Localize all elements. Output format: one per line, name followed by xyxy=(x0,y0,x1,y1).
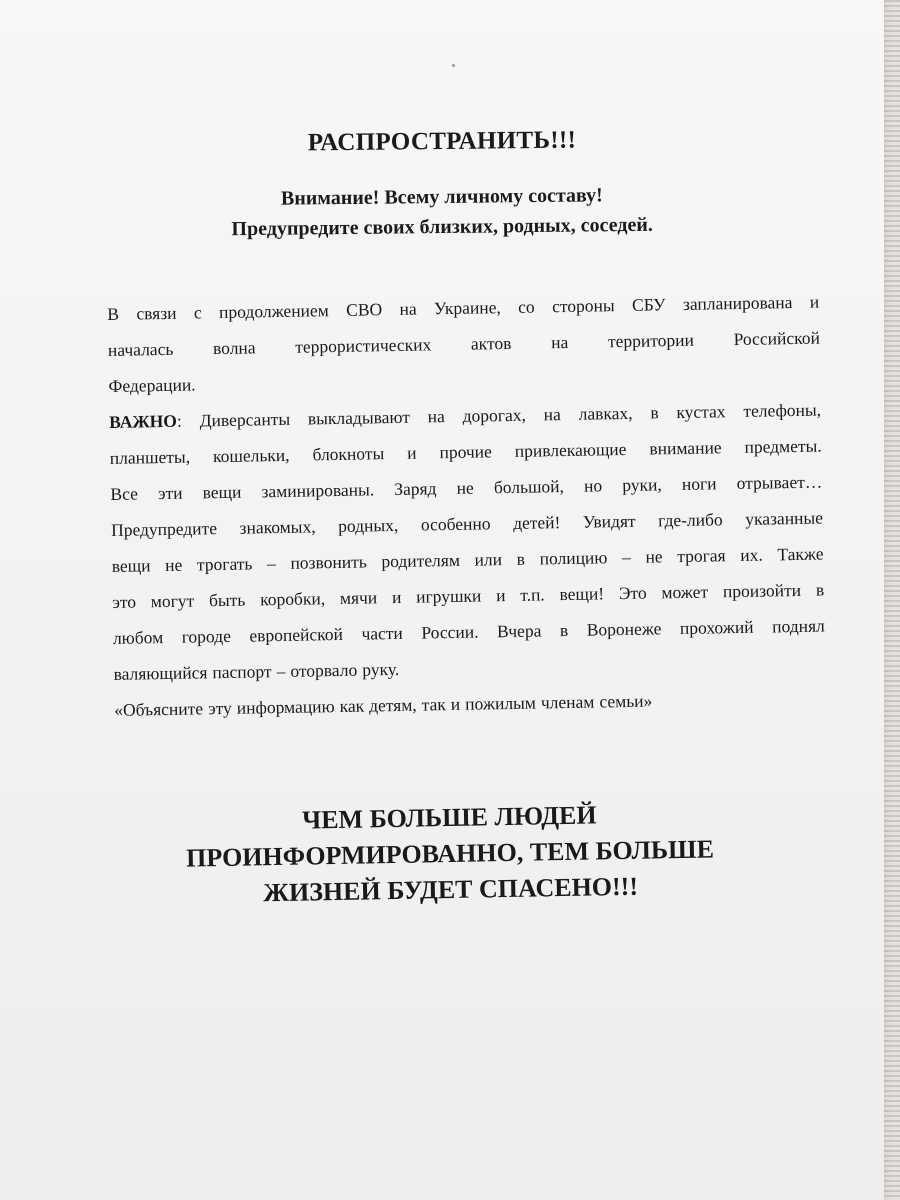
word: части xyxy=(361,622,404,644)
word: Также xyxy=(777,543,824,565)
word: или xyxy=(474,549,503,570)
word: на xyxy=(399,298,417,319)
word: привлекающие xyxy=(514,438,627,461)
word: блокноты xyxy=(312,443,385,465)
word: и xyxy=(391,586,402,608)
word: территории xyxy=(607,329,695,352)
word: в xyxy=(650,402,659,423)
subtitle-line: Предупредите своих близких, родных, соседей. xyxy=(231,213,653,241)
word: Воронеже xyxy=(586,618,662,640)
word: руку. xyxy=(362,658,400,680)
word: внимание xyxy=(649,437,722,459)
important-label: ВАЖНО xyxy=(109,410,178,432)
word: кустах xyxy=(676,401,726,423)
word: вещи xyxy=(111,555,151,576)
word: на xyxy=(427,406,446,427)
word: пожилым xyxy=(465,692,537,714)
word: выкладывают xyxy=(307,406,411,429)
word: со xyxy=(518,296,535,317)
word: России. xyxy=(421,621,479,643)
word: Заряд xyxy=(394,478,437,500)
word: эти xyxy=(157,482,183,504)
word: запланирована xyxy=(682,292,793,314)
word: семьи» xyxy=(599,690,653,712)
word: Вчера xyxy=(496,620,542,642)
word: как xyxy=(339,695,365,717)
tablecloth-edge xyxy=(884,0,900,1200)
word: родителям xyxy=(381,549,461,572)
word: телефоны, xyxy=(743,399,822,421)
word: на xyxy=(543,404,561,425)
word: СБУ xyxy=(631,294,666,315)
document-subtitle xyxy=(0,177,884,246)
word: лавках, xyxy=(578,402,633,424)
word: оторвало xyxy=(290,659,358,681)
subtitle-line: Внимание! Всему личному составу! xyxy=(280,184,603,210)
document-title: РАСПРОСТРАНИТЬ!!! xyxy=(307,126,577,157)
word: дорогах, xyxy=(462,404,527,426)
word: : xyxy=(176,410,182,431)
word: валяющийся xyxy=(113,662,208,684)
word: предметы. xyxy=(744,435,822,457)
word: указанные xyxy=(745,507,824,529)
word: Это xyxy=(618,582,647,604)
word: позвонить xyxy=(290,551,367,573)
word: Все xyxy=(110,483,139,504)
word: это xyxy=(112,591,137,612)
word: стороны xyxy=(551,295,615,317)
word: вещи! xyxy=(559,583,605,605)
word: могут xyxy=(150,590,195,612)
word: не xyxy=(164,554,183,576)
word: Российской xyxy=(733,327,821,350)
word: Диверсанты xyxy=(199,408,291,431)
word: т.п. xyxy=(520,584,545,605)
word: – xyxy=(266,553,276,574)
word: СВО xyxy=(345,299,383,320)
word: – xyxy=(621,546,631,568)
word: полицию xyxy=(539,547,608,569)
word: Увидят xyxy=(582,510,636,532)
closing-line: ПРОИНФОРМИРОВАННО, ТЕМ БОЛЬШЕ xyxy=(185,834,715,873)
word: городе xyxy=(181,625,232,647)
word: – xyxy=(276,660,286,682)
word: их. xyxy=(740,544,763,565)
word: в xyxy=(516,548,526,569)
word: где-либо xyxy=(657,509,723,531)
word: волна xyxy=(212,337,256,359)
word: коробки, xyxy=(259,588,326,610)
word: кошельки, xyxy=(212,444,290,467)
word: «Объясните xyxy=(114,698,204,720)
word: членам xyxy=(540,691,595,713)
word: так xyxy=(421,694,447,715)
word: продолжением xyxy=(218,300,329,323)
word: детей! xyxy=(512,512,561,533)
word: произойти xyxy=(722,579,802,602)
closing-line: ЧЕМ БОЛЬШЕ ЛЮДЕЙ xyxy=(301,800,597,835)
word: особенно xyxy=(420,513,491,535)
word: большой, xyxy=(493,476,565,498)
word: быть xyxy=(208,589,246,611)
word: и xyxy=(406,442,417,463)
word: информацию xyxy=(236,696,335,718)
word: трогать xyxy=(196,553,253,575)
word: в xyxy=(559,620,569,641)
word: Украине, xyxy=(433,297,501,319)
word: в xyxy=(815,579,825,600)
word: вещи xyxy=(202,481,242,503)
word: родных, xyxy=(337,514,399,536)
word: прохожий xyxy=(679,616,754,639)
paper-speck xyxy=(452,64,455,67)
word: прочие xyxy=(439,441,493,463)
word: планшеты, xyxy=(109,446,191,468)
word: на xyxy=(550,331,569,353)
word: и xyxy=(495,585,506,606)
document-body xyxy=(107,284,826,728)
word: детям, xyxy=(368,694,417,716)
closing-slogan xyxy=(0,792,900,916)
word: любом xyxy=(112,627,164,648)
word: не xyxy=(456,477,474,498)
word: с xyxy=(193,302,202,323)
word: Предупредите xyxy=(110,518,218,540)
word: не xyxy=(645,546,663,567)
word: но xyxy=(583,475,603,496)
word: и xyxy=(809,291,820,312)
word: террористических xyxy=(295,334,432,357)
word: поднял xyxy=(771,615,825,637)
word: заминированы. xyxy=(261,479,375,502)
word: может xyxy=(661,581,709,603)
word: актов xyxy=(470,332,512,354)
word: отрывает… xyxy=(736,471,823,494)
word: ноги xyxy=(681,473,717,494)
word: Федерации. xyxy=(108,374,196,396)
word: руки, xyxy=(622,474,662,496)
word: мячи xyxy=(339,587,378,608)
word: знакомых, xyxy=(239,516,316,538)
word: игрушки xyxy=(415,585,482,607)
word: В xyxy=(107,303,120,324)
word: паспорт xyxy=(212,661,272,683)
word: началась xyxy=(107,338,174,360)
word: трогая xyxy=(677,545,726,567)
word: связи xyxy=(136,302,177,324)
word: европейской xyxy=(249,623,344,646)
closing-line: ЖИЗНЕЙ БУДЕТ СПАСЕНО!!! xyxy=(263,871,639,908)
word: и xyxy=(450,693,461,715)
word: эту xyxy=(207,697,232,719)
